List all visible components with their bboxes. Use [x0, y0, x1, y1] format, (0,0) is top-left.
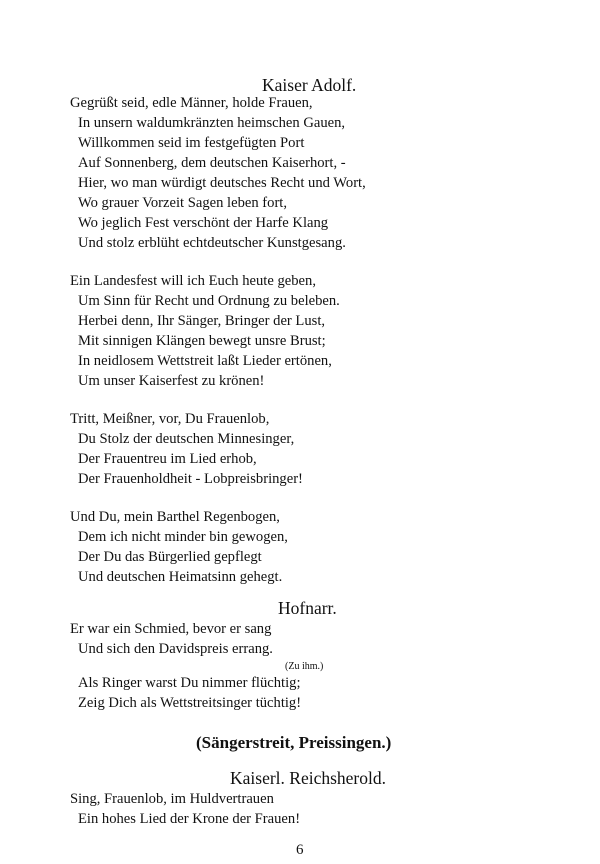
- verse-line: Gegrüßt seid, edle Männer, holde Frauen,: [70, 95, 313, 111]
- verse-line: Wo grauer Vorzeit Sagen leben fort,: [78, 195, 288, 211]
- verse-line: Und stolz erblüht echtdeutscher Kunstgesang.: [78, 235, 346, 251]
- verse-line: In unsern waldumkränzten heimschen Gauen,: [78, 115, 346, 131]
- verse-line: Sing, Frauenlob, im Huldvertrauen: [70, 791, 274, 807]
- verse-line: Um Sinn für Recht und Ordnung zu beleben.: [78, 293, 340, 309]
- verse-line: Auf Sonnenberg, dem deutschen Kaiserhort, -: [78, 155, 346, 171]
- verse-line: Um unser Kaiserfest zu krönen!: [78, 373, 265, 389]
- stage-direction: (Zu ihm.): [285, 661, 324, 672]
- verse-line: Und Du, mein Barthel Regenbogen,: [70, 509, 280, 525]
- verse-line: Und sich den Davidspreis errang.: [78, 641, 273, 657]
- verse-line: Ein Landesfest will ich Euch heute geben,: [70, 273, 316, 289]
- verse-line: Hier, wo man würdigt deutsches Recht und Wort,: [78, 175, 366, 191]
- verse-line: Ein hohes Lied der Krone der Frauen!: [78, 811, 301, 827]
- verse-line: Willkommen seid im festgefügten Port: [78, 135, 305, 151]
- verse-line: In neidlosem Wettstreit laßt Lieder ertönen,: [78, 353, 332, 369]
- scene-heading: (Sängerstreit, Preissingen.): [196, 733, 392, 752]
- verse-line: Zeig Dich als Wettstreitsinger tüchtig!: [78, 695, 302, 711]
- page-number: 6: [296, 842, 304, 858]
- verse-line: Tritt, Meißner, vor, Du Frauenlob,: [70, 411, 270, 427]
- verse-line: Der Frauenholdheit - Lobpreisbringer!: [78, 471, 303, 487]
- verse-line: Herbei denn, Ihr Sänger, Bringer der Lust,: [78, 313, 326, 329]
- speaker-kaiser-adolf: Kaiser Adolf.: [262, 75, 357, 95]
- verse-line: Dem ich nicht minder bin gewogen,: [78, 529, 288, 545]
- verse-line: Als Ringer warst Du nimmer flüchtig;: [78, 675, 301, 691]
- verse-line: Er war ein Schmied, bevor er sang: [70, 621, 272, 637]
- speaker-reichsherold: Kaiserl. Reichsherold.: [230, 768, 386, 788]
- verse-line: Du Stolz der deutschen Minnesinger,: [78, 431, 295, 447]
- verse-line: Der Frauentreu im Lied erhob,: [78, 451, 257, 467]
- verse-line: Und deutschen Heimatsinn gehegt.: [78, 569, 283, 585]
- verse-line: Wo jeglich Fest verschönt der Harfe Klang: [78, 215, 329, 231]
- speaker-hofnarr: Hofnarr.: [278, 598, 337, 618]
- verse-line: Mit sinnigen Klängen bewegt unsre Brust;: [78, 333, 326, 349]
- verse-line: Der Du das Bürgerlied gepflegt: [78, 549, 262, 565]
